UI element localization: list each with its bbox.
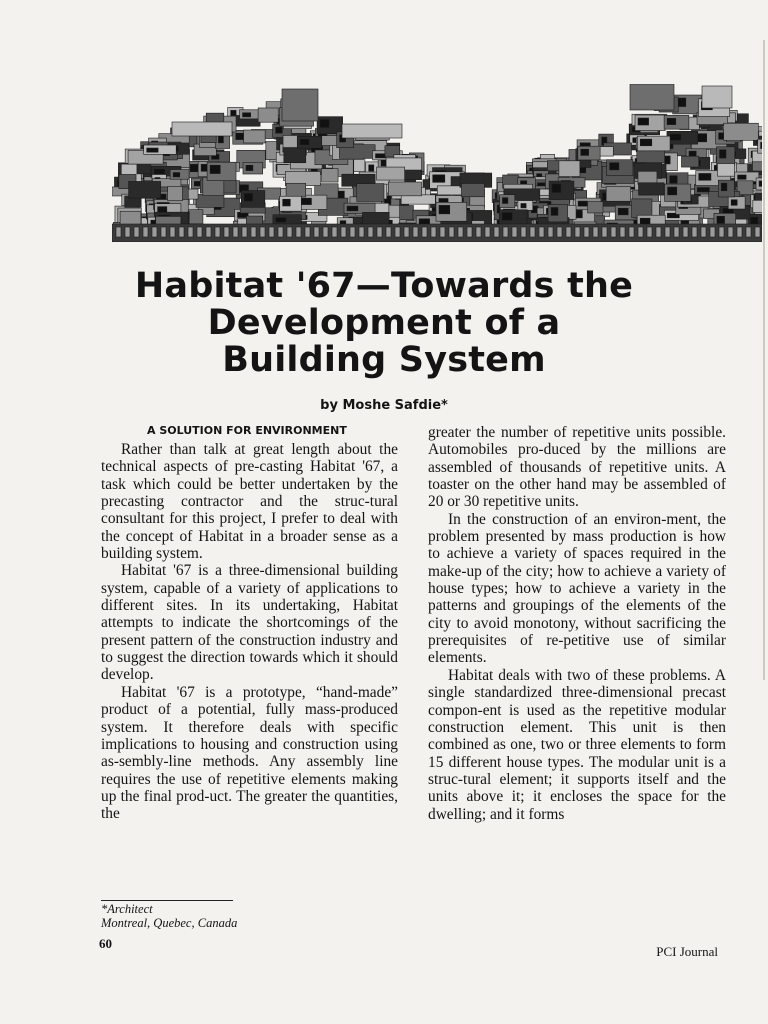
ground-window (287, 227, 292, 237)
window (638, 118, 649, 125)
window (667, 118, 676, 124)
window (320, 120, 329, 128)
ground-window (611, 227, 616, 237)
window (338, 191, 344, 199)
housing-module (753, 200, 762, 212)
housing-module (377, 167, 405, 180)
ground-window (746, 227, 751, 237)
ground-window (233, 227, 238, 237)
ground-window (377, 227, 382, 237)
paragraph: Rather than talk at great length about the technical aspects of pre-casting Habitat '67, a task which could be better undertaken by the precasting contractor and the struc-tural consultant for this project, I prefer to deal with the concept of Habitat in a broader sense as a building system. (101, 441, 398, 563)
paragraph: Habitat '67 is a three-dimensional building system, capable of a variety of applications to different sites. In its undertaking, Habitat attempts to indicate the shortcomings of the present pattern of the construction industry and to suggest the direction towards which it should develop. (101, 562, 398, 684)
ground-window (305, 227, 310, 237)
tower-block (282, 89, 318, 121)
window (665, 156, 670, 164)
title-line-2: Development of a (207, 303, 561, 343)
ground-window (215, 227, 220, 237)
housing-module (357, 184, 384, 202)
window (640, 139, 651, 146)
housing-module (717, 164, 734, 177)
footnote-rule (101, 900, 233, 901)
left-column (101, 424, 398, 823)
building-photo (112, 84, 762, 242)
housing-module (321, 169, 338, 182)
window (283, 199, 291, 206)
window (218, 136, 223, 143)
window (276, 218, 286, 222)
ground-window (323, 227, 328, 237)
journal-name: PCI Journal (656, 944, 718, 959)
window (158, 207, 167, 213)
ground-window (575, 227, 580, 237)
housing-module (401, 195, 435, 204)
window (243, 113, 251, 117)
housing-module (681, 156, 698, 167)
ground-window (350, 227, 355, 237)
ground-window (125, 227, 130, 237)
tower-block (702, 86, 732, 108)
ground-window (341, 227, 346, 237)
ground-window (152, 227, 157, 237)
ground-window (395, 227, 400, 237)
ground-window (206, 227, 211, 237)
ground-window (458, 227, 463, 237)
ground-window (161, 227, 166, 237)
page-number: 60 (99, 936, 112, 951)
ground-window (656, 227, 661, 237)
ground-window (728, 227, 733, 237)
window (721, 183, 727, 191)
habitat-67-photo (112, 84, 762, 242)
title-line-1: Habitat '67—Towards the (134, 266, 634, 306)
window (521, 204, 526, 208)
window (668, 187, 677, 195)
cantilever-block (342, 124, 402, 138)
ground-window (314, 227, 319, 237)
window (581, 149, 589, 155)
ground-window (683, 227, 688, 237)
footnote (101, 902, 401, 930)
ground-window (548, 227, 553, 237)
window (552, 184, 561, 192)
ground-window (188, 227, 193, 237)
paragraph: Habitat '67 is a prototype, “hand-made” product of a potential, fully mass-produced system. It therefore deals with specific implications to housing and construction using as-sembly-line methods. Any assembly line requires the use of repetitive elements making up the final prod-uct. The greater the quantities, the (101, 683, 398, 823)
right-column (428, 424, 726, 823)
window (210, 165, 220, 173)
author-byline: by Moshe Safdie* (320, 398, 448, 413)
section-subhead: A SOLUTION FOR ENVIRONMENT (147, 424, 347, 437)
ground-window (296, 227, 301, 237)
window (302, 198, 312, 204)
housing-module (196, 194, 224, 207)
window (738, 175, 746, 179)
housing-module (606, 187, 630, 202)
window (300, 139, 309, 144)
window (551, 208, 558, 216)
housing-module (129, 181, 161, 198)
ground-window (467, 227, 472, 237)
title-line-3: Building System (222, 340, 546, 380)
window (246, 165, 253, 170)
window (376, 154, 386, 158)
ground-window (737, 227, 742, 237)
ground-window (710, 227, 715, 237)
window (502, 198, 507, 204)
window (502, 213, 512, 220)
ground-window (224, 227, 229, 237)
ground-window (170, 227, 175, 237)
ground-window (692, 227, 697, 237)
window (670, 176, 677, 183)
ground-window (485, 227, 490, 237)
housing-module (284, 148, 306, 163)
ground-window (260, 227, 265, 237)
ground-window (539, 227, 544, 237)
ground-window (449, 227, 454, 237)
window (720, 150, 726, 158)
housing-module (752, 162, 762, 171)
ground-window (638, 227, 643, 237)
window (369, 165, 374, 171)
housing-module (461, 183, 484, 196)
window (244, 194, 252, 202)
ground-window (440, 227, 445, 237)
ground-window (584, 227, 589, 237)
window (439, 205, 450, 213)
ground-window (620, 227, 625, 237)
housing-module (168, 186, 183, 200)
window (699, 173, 711, 180)
article-title (0, 268, 768, 379)
window (759, 181, 762, 186)
paragraph: Habitat deals with two of these problems. A single standardized three-dimensional precast compon-ent is used as the repetitive modular construction element. This unit is then combined as one, two or three elements to form 15 different house types. The modular unit is a struc-tural element; it supports itself and the units above it; it encloses the space for the dwelling; and it forms (428, 666, 726, 823)
housing-module (639, 183, 665, 195)
ground-window (251, 227, 256, 237)
window (173, 173, 180, 177)
ground-window (512, 227, 517, 237)
ground-window (476, 227, 481, 237)
ground-window (521, 227, 526, 237)
ground-window (386, 227, 391, 237)
ground-window (701, 227, 706, 237)
ground-window (719, 227, 724, 237)
ground-window (530, 227, 535, 237)
tower-block (630, 84, 674, 110)
ground-window (359, 227, 364, 237)
ground-window (179, 227, 184, 237)
ground-window (557, 227, 562, 237)
ground-window (629, 227, 634, 237)
window (610, 163, 619, 170)
paragraph: In the construction of an environ-ment, the problem presented by mass production is how to achieve a variety of spaces required in the make-up of the city; how to achieve a variety of house types; how to achieve a variety in the patterns and groupings of the elements of the city to avoid monotony, without sacrificing the prerequisites of re-petitive use of similar elements. (428, 510, 726, 667)
housing-module (244, 130, 266, 143)
housing-module (388, 182, 421, 196)
housing-module (286, 183, 306, 197)
footnote-line-2: Montreal, Quebec, Canada (101, 916, 238, 930)
ground-window (494, 227, 499, 237)
ground-window (755, 227, 760, 237)
window (731, 200, 737, 206)
ground-window (134, 227, 139, 237)
housing-module (724, 123, 759, 140)
ground-window (197, 227, 202, 237)
window (618, 208, 628, 215)
ground-window (593, 227, 598, 237)
window (147, 148, 158, 152)
ground-window (116, 227, 121, 237)
ground-window (431, 227, 436, 237)
ground-window (368, 227, 373, 237)
window (578, 201, 587, 206)
ground-window (143, 227, 148, 237)
ground-window (278, 227, 283, 237)
window (433, 175, 445, 182)
ground-window (602, 227, 607, 237)
window (761, 142, 762, 148)
window (154, 169, 164, 173)
ground-window (665, 227, 670, 237)
ground-window (242, 227, 247, 237)
ground-window (503, 227, 508, 237)
ground-window (404, 227, 409, 237)
housing-module (638, 171, 657, 184)
housing-module (258, 108, 278, 122)
ground-window (674, 227, 679, 237)
window (670, 134, 681, 140)
housing-module (588, 202, 603, 213)
ground-window (332, 227, 337, 237)
footnote-line-1: *Architect (101, 902, 153, 916)
paragraph: greater the number of repetitive units possible. Automobiles pro-duced by the millions are assembled of thousands of repetitive units. A toaster on the other hand may be assembled of 20 or 30 repetitive units. (428, 424, 726, 511)
ground-window (422, 227, 427, 237)
housing-module (559, 161, 580, 177)
ground-window (269, 227, 274, 237)
window (717, 216, 725, 223)
ground-window (647, 227, 652, 237)
window (697, 188, 709, 192)
cantilever-block (172, 122, 232, 136)
ground-window (413, 227, 418, 237)
ground-window (566, 227, 571, 237)
window (347, 206, 358, 211)
